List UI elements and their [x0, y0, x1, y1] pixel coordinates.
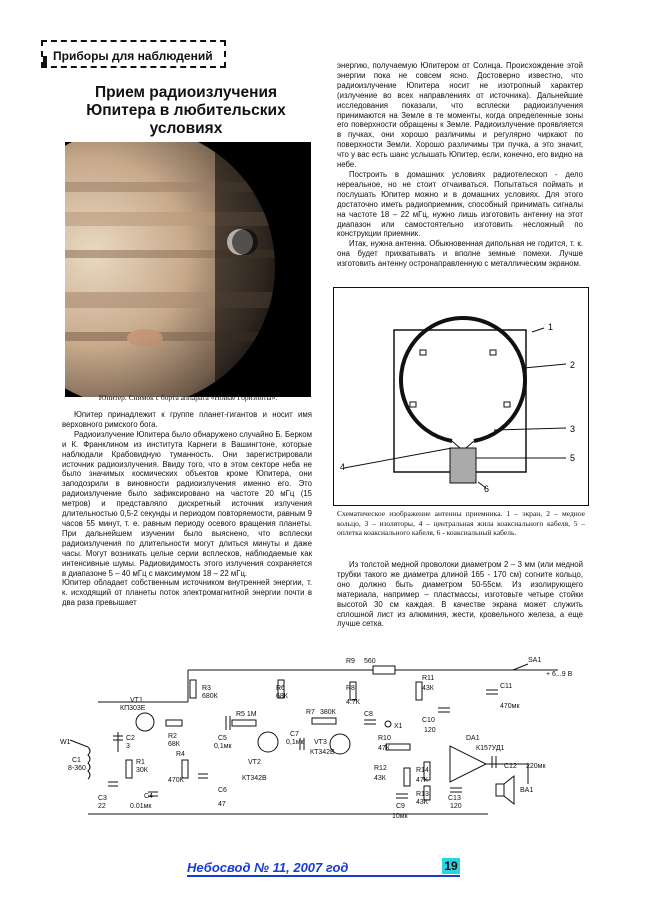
r6-ref: R6 — [276, 685, 285, 692]
vt3-type: КТ342В — [310, 749, 335, 756]
title-line-1: Прием радиоизлучения — [94, 84, 278, 101]
antenna-drawing — [334, 288, 588, 505]
c7-ref: C7 — [290, 731, 299, 738]
r3-ref: R3 — [202, 685, 211, 692]
c10-value: 120 — [424, 727, 436, 734]
r9-value: 560 — [364, 658, 376, 665]
vt3-ref: VT3 — [314, 739, 327, 746]
c7-value: 0,1мк — [286, 739, 304, 746]
right-column-text — [337, 61, 583, 269]
sa1-ref: SA1 — [528, 657, 542, 664]
left-column-text — [62, 410, 312, 608]
da1-type: К157УД1 — [476, 745, 505, 752]
c5-value: 0,1мк — [214, 743, 232, 750]
ba1-ref: BA1 — [520, 787, 534, 794]
r4-ref: R4 — [176, 751, 185, 758]
c10-ref: C10 — [422, 717, 435, 724]
r4-value: 470К — [168, 777, 184, 784]
title-line-2: Юпитера в любительских — [86, 102, 286, 119]
jupiter-photo — [65, 142, 311, 397]
r2-ref: R2 — [168, 733, 177, 740]
r9-ref: R9 — [346, 658, 355, 665]
r14-value: 47К — [416, 777, 428, 784]
vt2-ref: VT2 — [248, 759, 261, 766]
title-line-3: условиях — [149, 120, 223, 137]
c11-ref: C11 — [500, 683, 513, 690]
paragraph: Построить в домашних условиях радиотелескоп - дело нереальное, но не стоит отчаиваться. Попытаться поймать и послушать Юпитер можно и в домашних условиях. Для этого достаточно иметь радиоприемник, способный принимать сигналы на частоте 18 – 22 мГц, нужно лишь изготовить антенну на этот диапазон или самостоятельно изготовить несложный по конструкции приемник. — [337, 169, 583, 239]
antenna-label-3: 3 — [570, 424, 576, 434]
paragraph: Радиоизлучение Юпитера было обнаружено случайно Б. Берком и К. Франклином из института Карнеги в Вашингтоне, которые наблюдали Крабовидную туманность. Они зарегистрировали источник радиоизлучения. Ввиду того, что в этом секторе неба не было значимых космических объектов кроме Юпитера, они заподозрили в виновности радиоизлучения именно его. Это радиоизлучение было зафиксировано на частоте 20 мГц (15 метров) и представляло дискретный источник излучения длительностью 0,5-2 секунды и периодом повторяемости, равным 9 часов 55 минут, т. е. равным периоду осевого вращения планеты. При дальнейшем изучении было выяснено, что всплески радиоизлучения по длительности могут длиться минуты и даже часы. Могут возникать целые серии всплесков, наблюдаемые как интенсивные шумы. Радиовидимость этого излучения сохраняется в диапазоне 5 – 40 мГц с максимумом 18 – 22 мГц. — [62, 429, 312, 578]
r7-value: 380К — [320, 709, 336, 716]
c1-value: 8-360 — [68, 765, 86, 772]
r2-value: 68К — [168, 741, 180, 748]
jupiter-illustration — [65, 142, 311, 397]
supply-label: + 6...9 В — [546, 671, 573, 678]
c3-value: 22 — [98, 803, 106, 810]
r14-ref: R14 — [416, 767, 429, 774]
c2-value: 3 — [126, 743, 130, 750]
c4-ref: C4 — [144, 793, 153, 800]
r1-value: 30К — [136, 767, 148, 774]
rubric-marker — [43, 56, 47, 68]
da1-ref: DA1 — [466, 735, 480, 742]
r13-ref: R13 — [416, 791, 429, 798]
c6-value: 47 — [218, 801, 226, 808]
paragraph: Из толстой медной проволоки диаметром 2 – 3 мм (или медной трубки такого же диаметра длиной 165 - 170 см) согните кольцо, оно должно быть диаметром 50-55см. Из изолирующего материала, например – пластмассы, изготовьте четыре стойки высотой 30 см каждая. В качестве экрана может служить сплошной лист из алюминия, жести, кровельного железа, а еще лучше сетка. — [337, 560, 583, 629]
r10-value: 47К — [378, 745, 390, 752]
r5-ref: R5 1М — [236, 711, 257, 718]
receiver-schematic — [58, 652, 588, 842]
c12-value: 220мк — [526, 763, 546, 770]
c5-ref: C5 — [218, 735, 227, 742]
antenna-label-4: 4 — [340, 462, 346, 472]
article-title — [62, 84, 310, 138]
footer-issue: Небосвод № 11, 2007 год — [187, 860, 349, 875]
r12-ref: R12 — [374, 765, 387, 772]
page-number: 19 — [442, 858, 460, 874]
r8-value: 4.7К — [346, 699, 360, 706]
r3-value: 680К — [202, 693, 218, 700]
antenna-label-2: 2 — [570, 360, 576, 370]
c2-ref: C2 — [126, 735, 135, 742]
r1-ref: R1 — [136, 759, 145, 766]
w1-ref: W1 — [60, 739, 71, 746]
antenna-label-1: 1 — [548, 322, 554, 332]
antenna-caption: Схематическое изображение антенны приемника. 1 – экран, 2 – медное кольцо, 3 – изоляторы, 4 – центральная жила коаксиального кабеля, 5 – оплетка коаксиального кабеля, 6 - коаксиальный кабель. — [337, 509, 585, 537]
vt2-type: КТ342В — [242, 775, 267, 782]
paragraph: Юпитер принадлежит к группе планет-гигантов и носит имя верховного римского бога. — [62, 410, 312, 429]
r12-value: 43К — [374, 775, 386, 782]
r6-value: 68К — [276, 693, 288, 700]
c11-value: 470мк — [500, 703, 520, 710]
antenna-label-6: 6 — [484, 484, 490, 494]
c13-value: 120 — [450, 803, 462, 810]
r8-ref: R8 — [346, 685, 355, 692]
section-rubric: Приборы для наблюдений — [41, 40, 226, 68]
c12-ref: C12 — [504, 763, 517, 770]
r11-ref: R11 — [422, 675, 435, 682]
r10-ref: R10 — [378, 735, 391, 742]
r11-value: 43К — [422, 685, 434, 692]
x1-ref: X1 — [394, 723, 403, 730]
footer-rule — [187, 875, 460, 877]
c9-ref: C9 — [396, 803, 405, 810]
right-column-text-2 — [337, 560, 583, 629]
antenna-label-5: 5 — [570, 453, 576, 463]
paragraph: Итак, нужна антенна. Обыкновенная дипольная не годится, т. к. она будет прихватывать и вполне земные помехи. Лучше изготовить антенну остронаправленную с металлическим экраном. — [337, 239, 583, 269]
c3-ref: C3 — [98, 795, 107, 802]
r7-ref: R7 — [306, 709, 315, 716]
r13-value: 43К — [416, 799, 428, 806]
c6-ref: C6 — [218, 787, 227, 794]
vt1-type: КП303Е — [120, 705, 146, 712]
paragraph: энергию, получаемую Юпитером от Солнца. Происхождение этой энергии пока не совсем ясно. Достоверно известно, что радиоизлучение Юпитера носит не изотропный характер (излучение во всех направлениях от источника). Дальнейшие исследования показали, что всплески радиоизлучения принимаются на Земле в те моменты, когда определенные зоны его поверхности обращены к Земле. Радиоизлучение проявляется в пучках, они хорошо различимы и регулярно чиркают по поверхности Земли. Хорошо различимы три пучка, а это значит, что у вас есть шанс услышать Юпитер, если, конечно, его видно на небе. — [337, 61, 583, 170]
photo-caption: Юпитер. Снимок с борта аппарата «Новые Горизонты». — [98, 393, 278, 402]
vt1-ref: VT1 — [130, 697, 143, 704]
c4-value: 0.01мк — [130, 803, 152, 810]
c9-value: 10мк — [392, 813, 408, 820]
c1-ref: C1 — [72, 757, 81, 764]
c13-ref: C13 — [448, 795, 461, 802]
antenna-diagram — [333, 287, 589, 506]
c8-ref: C8 — [364, 711, 373, 718]
paragraph: Юпитер обладает собственным источником внутренней энергии, т. к. исходящий от планеты поток электромагнитной энергии почти в два раза превышает — [62, 578, 312, 608]
